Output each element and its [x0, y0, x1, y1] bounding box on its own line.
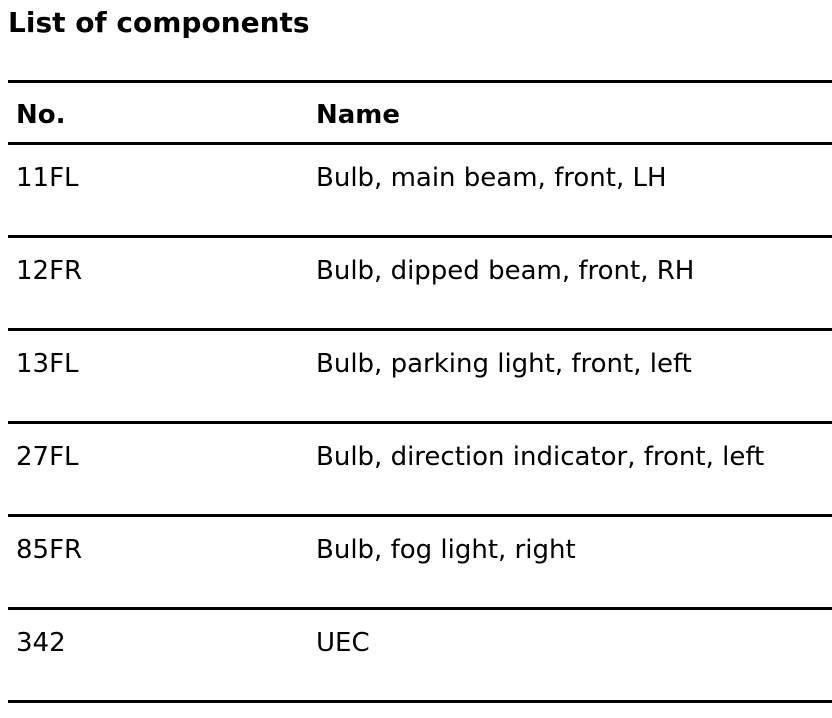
table-row [8, 517, 832, 607]
component-number: 85FR [16, 535, 83, 565]
components-table [8, 80, 832, 703]
component-number: 27FL [16, 442, 79, 472]
component-number: 13FL [16, 349, 79, 379]
page-title: List of components [8, 6, 310, 39]
table-row [8, 610, 832, 700]
component-number: 342 [16, 628, 66, 658]
table-row [8, 331, 832, 421]
table-row [8, 238, 832, 328]
component-name: Bulb, dipped beam, front, RH [316, 256, 695, 286]
table-bottom-rule [8, 700, 832, 703]
table-row [8, 424, 832, 514]
table-header-row [8, 83, 832, 142]
table-row [8, 145, 832, 235]
header-no: No. [16, 100, 66, 130]
component-number: 12FR [16, 256, 83, 286]
component-name: UEC [316, 628, 370, 658]
header-name: Name [316, 100, 401, 130]
component-name: Bulb, direction indicator, front, left [316, 442, 765, 472]
component-name: Bulb, parking light, front, left [316, 349, 692, 379]
component-name: Bulb, main beam, front, LH [316, 163, 667, 193]
component-name: Bulb, fog light, right [316, 535, 576, 565]
component-number: 11FL [16, 163, 79, 193]
